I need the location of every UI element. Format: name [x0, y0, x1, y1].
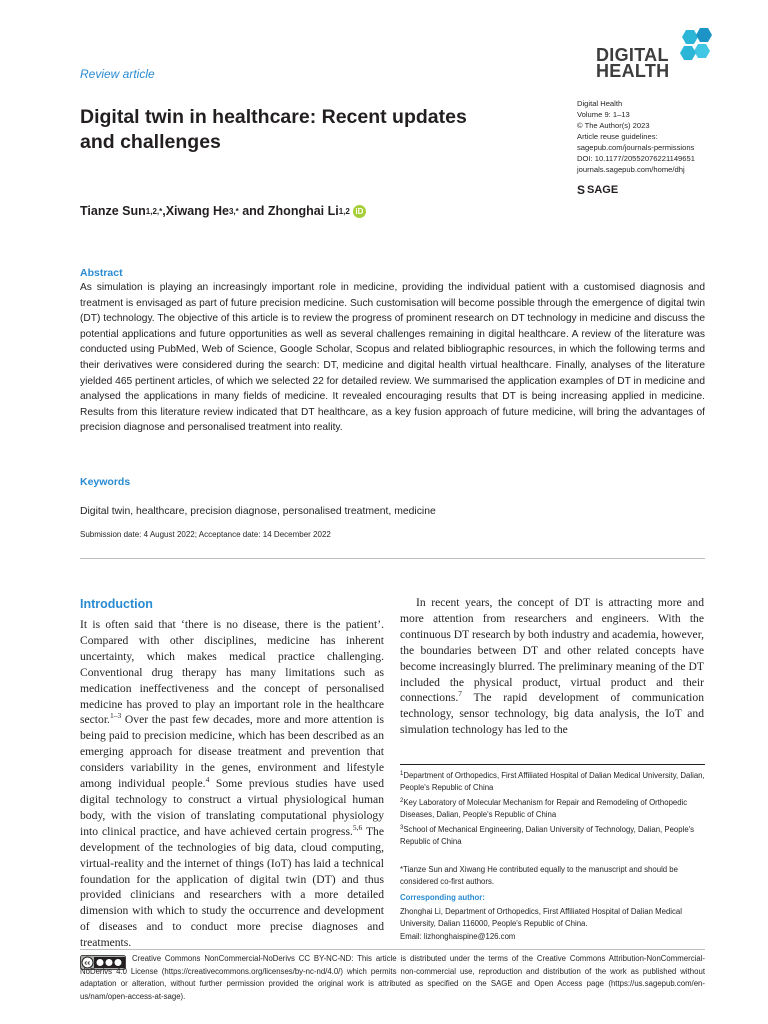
- sage-s-icon: S: [577, 183, 586, 197]
- equal-contribution-note: *Tianze Sun and Xiwang He contributed equally to the manuscript and should be considered co-first authors.: [400, 865, 678, 887]
- affiliation-text: Key Laboratory of Molecular Mechanism for Repair and Remodeling of Orthopedic Diseases, Dalian, People's Republic of China: [400, 798, 688, 820]
- affiliation-1: [400, 770, 705, 795]
- author-separator: ,: [162, 204, 166, 218]
- logo-word-digital: DIGITAL: [596, 45, 669, 65]
- abstract-heading: Abstract: [80, 267, 123, 279]
- license-divider: [80, 949, 705, 950]
- body-column-right: [400, 595, 704, 738]
- affiliation-mark: 1: [400, 771, 404, 777]
- journal-homepage[interactable]: journals.sagepub.com/home/dhj: [577, 165, 685, 174]
- journal-name: Digital Health: [577, 99, 623, 108]
- corresponding-author-heading: Corresponding author:: [400, 893, 485, 902]
- copyright: © The Author(s) 2023: [577, 121, 650, 130]
- journal-logo: [596, 25, 716, 85]
- hexagon-logo-icon: [668, 25, 718, 75]
- doi[interactable]: DOI: 10.1177/20552076221149651: [577, 154, 695, 163]
- publisher-name: SAGE: [587, 184, 619, 196]
- citation-ref[interactable]: 1–3: [109, 711, 122, 721]
- author-separator: and: [238, 204, 268, 218]
- author-name: Xiwang He: [165, 204, 229, 218]
- author-affiliation-mark: 3,*: [228, 206, 239, 216]
- citation-ref[interactable]: 7: [458, 689, 463, 699]
- affiliation-mark: 3: [400, 825, 404, 831]
- author-name: Zhonghai Li: [267, 204, 339, 218]
- body-text: Some previous studies have used digital technology to construct a virtual physiological human body, with the vision of translating computational physiology into clinical practice, and have achieved certain progress.: [80, 777, 385, 838]
- submission-dates: Submission date: 4 August 2022; Acceptance date: 14 December 2022: [80, 530, 331, 539]
- citation-ref[interactable]: 4: [205, 775, 210, 785]
- keywords-heading: Keywords: [80, 476, 131, 488]
- citation-ref[interactable]: 5,6: [352, 822, 363, 832]
- author-list: [80, 204, 366, 218]
- article-title: Digital twin in healthcare: Recent updates and challenges: [80, 106, 467, 153]
- body-text: The rapid development of communication technology, sensor technology, big data analysis, the IoT and simulation technology has led to the: [400, 691, 704, 737]
- body-column-left: [80, 617, 384, 951]
- body-text: It is often said that ‘there is no disease, there is the patient’. Compared with other disciplines, medicine has inherent uncertainty, which makes medical practice challenging. Conventional drug therapy has many limitations such as medication ineffectiveness and the concept of personalised medicine has proved to play an important role in the healthcare sector.: [80, 618, 384, 727]
- logo-word-health: HEALTH: [596, 61, 670, 81]
- reuse-link[interactable]: sagepub.com/journals-permissions: [577, 143, 695, 152]
- affiliation-mark: 2: [400, 798, 404, 804]
- corresponding-author-email[interactable]: Email: lizhonghaispine@126.com: [400, 931, 516, 941]
- keywords-text: Digital twin, healthcare, precision diagnose, personalised treatment, medicine: [80, 506, 436, 517]
- body-text: The development of the technologies of big data, cloud computing, virtual-reality and the internet of things (IoT) has laid a technical foundation for the application of digital twin (DT) and thus provided clinicians and researchers with a more detailed dimension with which to study the occurrence and development of diseases and to conduct more precise diagnoses and treatments.: [80, 824, 384, 950]
- affiliation-text: School of Mechanical Engineering, Dalian University of Technology, Dalian, People's Republic of China: [400, 825, 695, 847]
- footnote-divider: [400, 764, 705, 765]
- affiliation-3: [400, 824, 705, 849]
- author-affiliation-mark: 1,2: [338, 206, 350, 216]
- cc-badge-label: cc: [84, 960, 91, 967]
- journal-meta: [577, 98, 747, 175]
- introduction-heading: Introduction: [80, 597, 153, 611]
- affiliation-text: Department of Orthopedics, First Affiliated Hospital of Dalian Medical University, Dalian, People's Republic of China: [400, 771, 705, 793]
- section-divider: [80, 558, 705, 559]
- journal-volume: Volume 9: 1–13: [577, 110, 630, 119]
- corresponding-author-details: [400, 906, 705, 943]
- article-type-label: Review article: [80, 67, 155, 81]
- reuse-label: Article reuse guidelines:: [577, 132, 658, 141]
- author-affiliation-mark: 1,2,*: [145, 206, 163, 216]
- corresponding-author-address: Zhonghai Li, Department of Orthopedics, First Affiliated Hospital of Dalian Medical University, Dalian 116000, People's Republic of China.: [400, 907, 682, 929]
- license-statement: Creative Commons NonCommercial-NoDerivs CC BY-NC-ND: This article is distributed under the terms of the Creative Commons Attribution-NonCommercial-NoDerivs 4.0 License (https://creativecommons.org/licenses/by-nc-nd/4.0/) which permits non-commercial use, reproduction and distribution of the work as published without adaptation or alteration, without further permission provided the original work is attributed as specified on the SAGE and Open Access page (https://us.sagepub.com/en-us/nam/open-access-at-sage).: [80, 954, 705, 1001]
- publisher-logo: [577, 183, 618, 197]
- body-text: In recent years, the concept of DT is attracting more and more attention from researchers and engineers. With the continuous DT research by both industry and academia, however, the boundaries between DT and other related concepts have become increasingly blurred. The preliminary meaning of the DT included the physical product, virtual product and their connections.: [400, 596, 704, 705]
- abstract-text: As simulation is playing an increasingly important role in medicine, providing the individual patient with a customised diagnosis and treatment is envisaged as part of future precision medicine. Such customisation will become possible through the emergence of digital twin (DT) technology. The objective of this article is to review the progress of prominent research on DT technology in medicine and discuss the potential applications and future opportunities as well as several challenges remaining in digital healthcare. A review of the literature was conducted using PubMed, Web of Science, Google Scholar, Scopus and related bibliographic resources, in which the following terms and their derivatives were considered during the search: DT, medicine and digital health virtual healthcare. Finally, analyses of the literature yielded 465 pertinent articles, of which we selected 22 for detailed review. We summarised the application examples of DT in medicine and analysed the applications in many fields of medicine. It revealed encouraging results that DT is being increasing applied in medicine. Results from this literature review indicated that DT healthcare, as a key fusion approach of future medicine, will bring the advantages of precision diagnose and personalised treatment into reality.: [80, 282, 705, 434]
- body-text: Over the past few decades, more and more attention is being paid to precision medicine, which has been described as an emerging approach for disease treatment and prevention that considers variability in the genes, environment and lifestyle among individual people.: [80, 713, 384, 791]
- author-name: Tianze Sun: [80, 204, 146, 218]
- orcid-icon[interactable]: iD: [353, 205, 366, 218]
- affiliation-2: [400, 797, 705, 822]
